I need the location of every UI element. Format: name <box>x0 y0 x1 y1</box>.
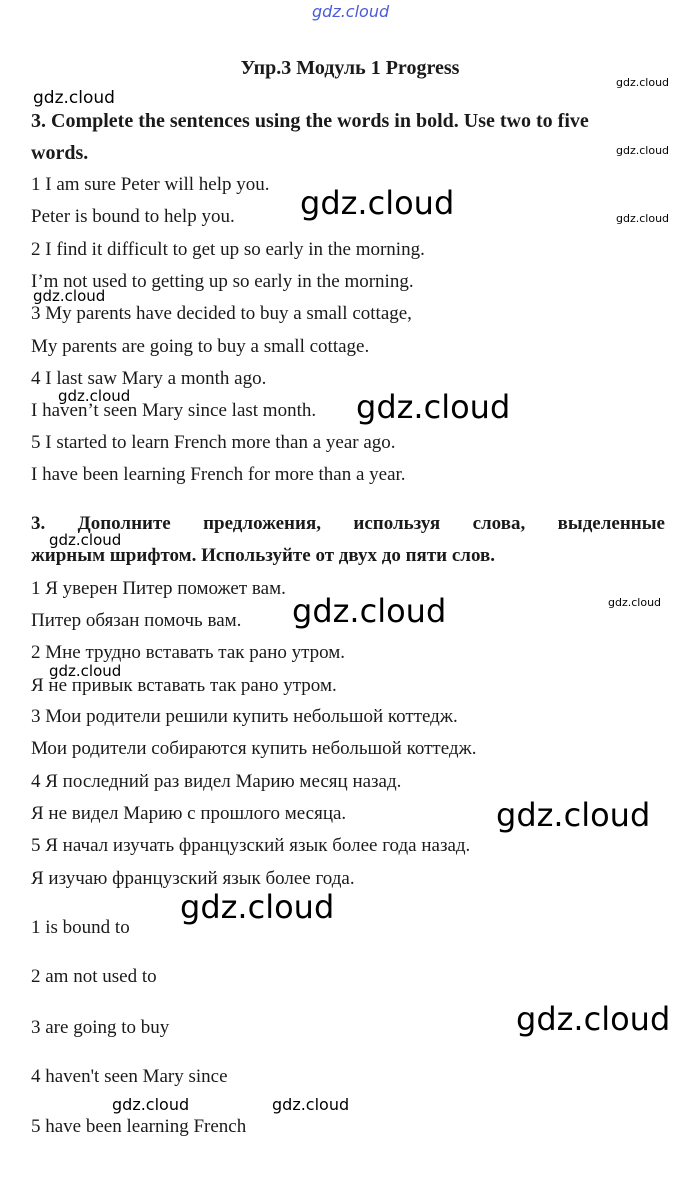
answer-2: 2 am not used to <box>31 966 157 987</box>
russian-instruction-line1: 3. Дополните предложения, используя слова, выделенные <box>31 513 665 534</box>
english-line-3: 2 I find it difficult to get up so early in the morning. <box>31 239 425 260</box>
english-instruction-line2: words. <box>31 142 89 164</box>
watermark: gdz.cloud <box>496 796 651 834</box>
russian-line-9: 5 Я начал изучать французский язык более года назад. <box>31 835 471 856</box>
english-line-7: 4 I last saw Mary a month ago. <box>31 368 267 389</box>
watermark: gdz.cloud <box>33 287 106 305</box>
watermark: gdz.cloud <box>516 1000 671 1038</box>
english-line-5: 3 My parents have decided to buy a small cottage, <box>31 303 412 324</box>
watermark: gdz.cloud <box>300 184 455 222</box>
english-line-2: Peter is bound to help you. <box>31 206 235 227</box>
answer-1: 1 is bound to <box>31 917 130 938</box>
watermark: gdz.cloud <box>33 88 115 108</box>
watermark: gdz.cloud <box>292 592 447 630</box>
russian-line-4: Я не привык вставать так рано утром. <box>31 675 337 696</box>
russian-line-10: Я изучаю французский язык более года. <box>31 868 355 889</box>
watermark: gdz.cloud <box>616 76 670 89</box>
answer-4: 4 haven't seen Mary since <box>31 1066 228 1087</box>
watermark: gdz.cloud <box>49 531 122 549</box>
russian-line-2: Питер обязан помочь вам. <box>31 610 242 631</box>
watermark: gdz.cloud <box>112 1095 190 1114</box>
english-line-4: I’m not used to getting up so early in the morning. <box>31 271 414 292</box>
english-instruction-line1: 3. Complete the sentences using the words in bold. Use two to five <box>31 110 589 132</box>
watermark-top: gdz.cloud <box>312 2 390 21</box>
russian-line-5: 3 Мои родители решили купить небольшой коттедж. <box>31 706 458 727</box>
watermark: gdz.cloud <box>616 212 670 225</box>
watermark: gdz.cloud <box>608 596 662 609</box>
russian-line-6: Мои родители собираются купить небольшой коттедж. <box>31 738 477 759</box>
english-line-10: I have been learning French for more than a year. <box>31 464 406 485</box>
russian-line-8: Я не видел Марию с прошлого месяца. <box>31 803 347 824</box>
answer-3: 3 are going to buy <box>31 1017 170 1038</box>
english-line-9: 5 I started to learn French more than a year ago. <box>31 432 396 453</box>
russian-instruction-line2: жирным шрифтом. Используйте от двух до пяти слов. <box>31 545 495 566</box>
watermark: gdz.cloud <box>616 144 670 157</box>
answer-5: 5 have been learning French <box>31 1116 247 1137</box>
page-title: Упр.3 Модуль 1 Progress <box>240 57 460 79</box>
russian-line-3: 2 Мне трудно вставать так рано утром. <box>31 642 346 663</box>
russian-line-7: 4 Я последний раз видел Марию месяц назад. <box>31 771 402 792</box>
watermark: gdz.cloud <box>180 888 335 926</box>
watermark: gdz.cloud <box>272 1095 350 1114</box>
watermark: gdz.cloud <box>58 387 131 405</box>
english-line-1: 1 I am sure Peter will help you. <box>31 174 270 195</box>
watermark: gdz.cloud <box>49 662 122 680</box>
watermark: gdz.cloud <box>356 388 511 426</box>
english-line-6: My parents are going to buy a small cottage. <box>31 336 370 357</box>
russian-line-1: 1 Я уверен Питер поможет вам. <box>31 578 286 599</box>
english-line-8: I haven’t seen Mary since last month. <box>31 400 317 421</box>
